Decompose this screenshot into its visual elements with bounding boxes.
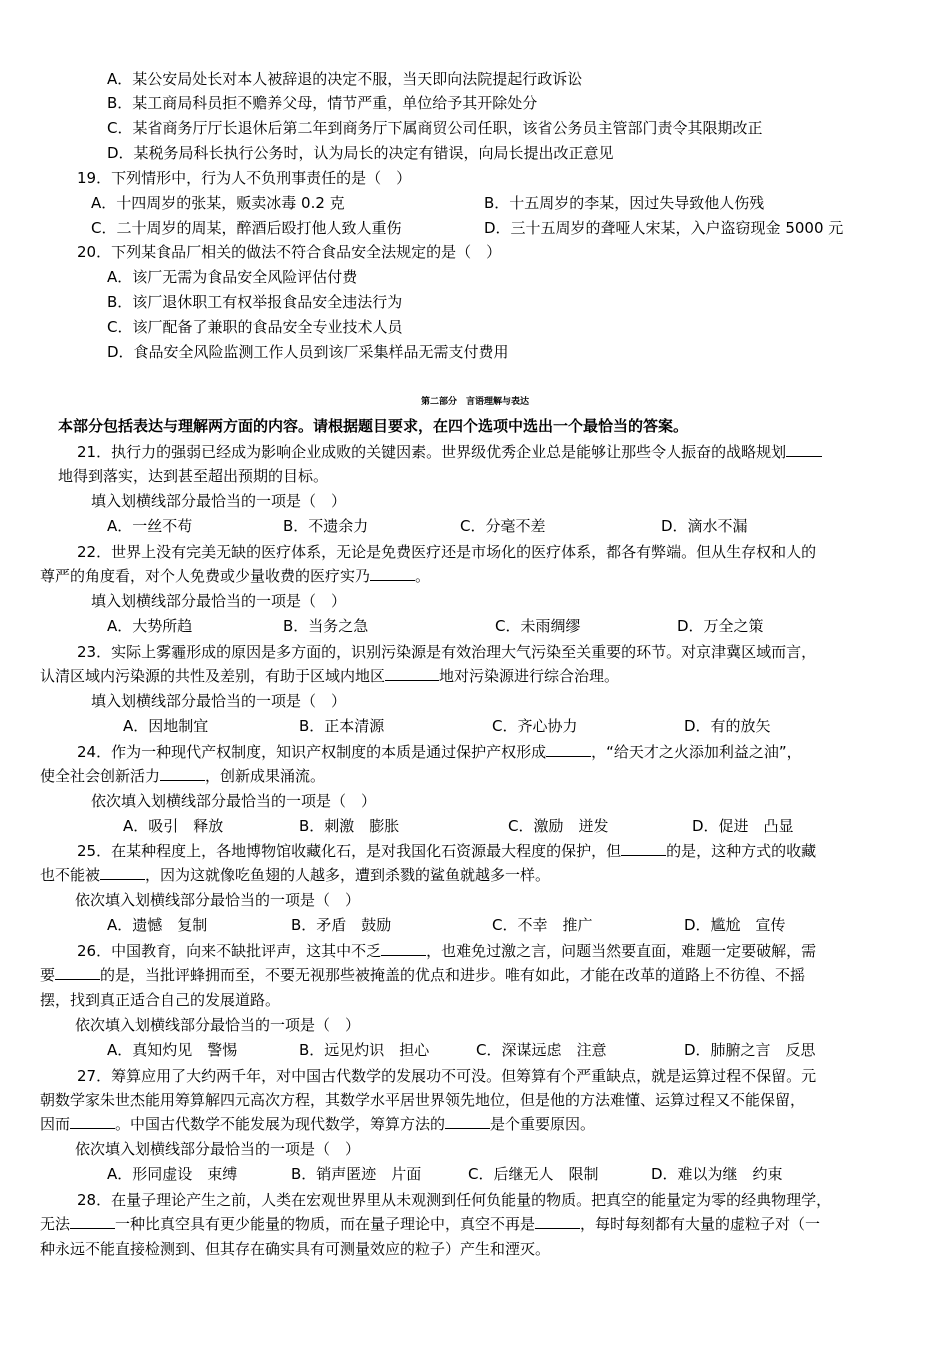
q19-option-b: B．十五周岁的李某，因过失导致他人伤残 xyxy=(484,194,765,212)
q21-option-d: D．滴水不漏 xyxy=(661,517,748,535)
q27-blank-2 xyxy=(445,1112,490,1129)
q19-option-a: A．十四周岁的张某，贩卖冰毒 0.2 克 xyxy=(91,194,345,212)
q18-option-d: D．某税务局科长执行公务时，认为局长的决定有错误，向局长提出改正意见 xyxy=(107,144,614,162)
q24-blank-2 xyxy=(160,764,205,781)
q23-prompt: 填入划横线部分最恰当的一项是（ ） xyxy=(91,692,347,710)
q21-prompt: 填入划横线部分最恰当的一项是（ ） xyxy=(91,492,347,510)
q25-option-d: D．尴尬 宣传 xyxy=(684,916,786,934)
q26-blank-1 xyxy=(381,939,426,956)
q23-stem-line2: 认清区域内污染源的共性及差别，有助于区域内地区 地对污染源进行综合治理。 xyxy=(40,664,619,688)
q24-option-c: C．激励 迸发 xyxy=(508,817,609,835)
q19-stem: 19．下列情形中，行为人不负刑事责任的是（ ） xyxy=(77,169,412,187)
q18-option-b: B．某工商局科员拒不赡养父母，情节严重，单位给予其开除处分 xyxy=(107,94,538,112)
q23-blank xyxy=(385,664,439,681)
q28-stem-line3: 种永远不能直接检测到、但其存在确实具有可测量效应的粒子）产生和湮灭。 xyxy=(40,1240,551,1258)
q24-prompt: 依次填入划横线部分最恰当的一项是（ ） xyxy=(91,792,377,810)
q20-option-c: C．该厂配备了兼职的食品安全专业技术人员 xyxy=(107,318,403,336)
q22-stem-line2: 尊严的角度看，对个人免费或少量收费的医疗实乃 。 xyxy=(40,564,430,588)
q23-option-a: A．因地制宜 xyxy=(123,717,209,735)
q27-prompt: 依次填入划横线部分最恰当的一项是（ ） xyxy=(75,1140,361,1158)
q20-option-d: D．食品安全风险监测工作人员到该厂采集样品无需支付费用 xyxy=(107,343,509,361)
q27-option-a: A．形同虚设 束缚 xyxy=(107,1165,238,1183)
q25-option-c: C．不幸 推广 xyxy=(492,916,593,934)
q28-stem-line2: 无法 一种比真空具有更少能量的物质，而在量子理论中，真空不再是 ，每时每刻都有大量的虚粒子对（一 xyxy=(40,1212,820,1236)
q27-option-c: C．后继无人 限制 xyxy=(468,1165,599,1183)
q22-option-b: B．当务之急 xyxy=(283,617,369,635)
q25-blank-1 xyxy=(621,839,666,856)
q18-option-c: C．某省商务厅厅长退休后第二年到商务厅下属商贸公司任职，该省公务员主管部门责令其限期改正 xyxy=(107,119,763,137)
q27-stem-line3: 因而 。中国古代数学不能发展为现代数学，筹算方法的 是个重要原因。 xyxy=(40,1112,595,1136)
q25-option-a: A．遗憾 复制 xyxy=(107,916,208,934)
q20-option-b: B．该厂退休职工有权举报食品安全违法行为 xyxy=(107,293,403,311)
q23-option-c: C．齐心协力 xyxy=(492,717,578,735)
part2-intro: 本部分包括表达与理解两方面的内容。请根据题目要求，在四个选项中选出一个最恰当的答案。 xyxy=(58,417,689,435)
q25-prompt: 依次填入划横线部分最恰当的一项是（ ） xyxy=(75,891,361,909)
q23-option-d: D．有的放矢 xyxy=(684,717,771,735)
q19-option-c: C．二十周岁的周某，醉酒后殴打他人致人重伤 xyxy=(91,219,402,237)
q27-stem-line1: 27．筹算应用了大约两千年，对中国古代数学的发展功不可没。但筹算有个严重缺点，就是运算过程不保留。元 xyxy=(77,1067,817,1085)
q26-option-c: C．深谋远虑 注意 xyxy=(476,1041,607,1059)
q25-stem-line1: 25．在某种程度上，各地博物馆收藏化石，是对我国化石资源最大程度的保护，但 的是，这种方式的收藏 xyxy=(77,839,816,863)
part2-title: 第二部分 言语理解与表达 xyxy=(420,397,529,407)
q21-option-b: B．不遗余力 xyxy=(283,517,369,535)
q25-blank-2 xyxy=(100,863,145,880)
q24-blank-1 xyxy=(546,740,591,757)
q27-stem-line2: 朝数学家朱世杰能用筹算解四元高次方程，其数学水平居世界领先地位，但是他的方法难懂、运算过程又不能保留， xyxy=(40,1091,806,1109)
q26-stem-line3: 摆，找到真正适合自己的发展道路。 xyxy=(40,991,281,1009)
q26-prompt: 依次填入划横线部分最恰当的一项是（ ） xyxy=(75,1016,361,1034)
q26-stem-line2: 要 的是，当批评蜂拥而至，不要无视那些被掩盖的优点和进步。唯有如此，才能在改革的道路上不彷徨、不摇 xyxy=(40,963,805,987)
q21-stem-line1: 21．执行力的强弱已经成为影响企业成败的关键因素。世界级优秀企业总是能够让那些令人振奋的战略规划 xyxy=(77,440,822,464)
q26-option-b: B．远见灼识 担心 xyxy=(299,1041,430,1059)
q19-option-d: D．三十五周岁的聋哑人宋某，入户盗窃现金 5000 元 xyxy=(484,219,844,237)
q21-option-a: A．一丝不苟 xyxy=(107,517,193,535)
q24-stem-line1: 24．作为一种现代产权制度，知识产权制度的本质是通过保护产权形成 ，“给天才之火添加利益之油”， xyxy=(77,740,802,764)
q27-blank-1 xyxy=(70,1112,115,1129)
q22-blank xyxy=(370,564,415,581)
q27-option-d: D．难以为继 约束 xyxy=(651,1165,783,1183)
q22-option-d: D．万全之策 xyxy=(677,617,764,635)
q25-stem-line2: 也不能被 ，因为这就像吃鱼翅的人越多，遭到杀戮的鲨鱼就越多一样。 xyxy=(40,863,550,887)
q22-stem-line1: 22．世界上没有完美无缺的医疗体系，无论是免费医疗还是市场化的医疗体系，都各有弊端。但从生存权和人的 xyxy=(77,543,817,561)
q23-option-b: B．正本清源 xyxy=(299,717,385,735)
q26-option-a: A．真知灼见 警惕 xyxy=(107,1041,238,1059)
q24-option-d: D．促进 凸显 xyxy=(692,817,794,835)
q26-blank-2 xyxy=(55,963,100,980)
q22-option-a: A．大势所趋 xyxy=(107,617,193,635)
q23-stem-line1: 23．实际上雾霾形成的原因是多方面的，识别污染源是有效治理大气污染至关重要的环节。对京津冀区域而言， xyxy=(77,643,817,661)
q22-prompt: 填入划横线部分最恰当的一项是（ ） xyxy=(91,592,347,610)
q18-option-a: A．某公安局处长对本人被辞退的决定不服，当天即向法院提起行政诉讼 xyxy=(107,70,583,88)
q21-stem-line2: 地得到落实，达到甚至超出预期的目标。 xyxy=(58,467,329,485)
q20-option-a: A．该厂无需为食品安全风险评估付费 xyxy=(107,268,358,286)
q24-option-b: B．刺激 膨胀 xyxy=(299,817,400,835)
q24-option-a: A．吸引 释放 xyxy=(123,817,224,835)
q28-stem-line1: 28．在量子理论产生之前，人类在宏观世界里从未观测到任何负能量的物质。把真空的能量定为零的经典物理学， xyxy=(77,1191,832,1209)
q26-option-d: D．肺腑之言 反思 xyxy=(684,1041,816,1059)
q21-option-c: C．分毫不差 xyxy=(460,517,546,535)
q20-stem: 20．下列某食品厂相关的做法不符合食品安全法规定的是（ ） xyxy=(77,243,502,261)
q26-stem-line1: 26．中国教育，向来不缺批评声，这其中不乏 ，也难免过激之言，问题当然要直面，难题一定要破解，需 xyxy=(77,939,816,963)
q24-stem-line2: 使全社会创新活力 ，创新成果涌流。 xyxy=(40,764,325,788)
q22-option-c: C．未雨绸缪 xyxy=(495,617,581,635)
q27-option-b: B．销声匿迹 片面 xyxy=(291,1165,422,1183)
q21-blank xyxy=(786,440,822,457)
q25-option-b: B．矛盾 鼓励 xyxy=(291,916,392,934)
q28-blank-1 xyxy=(70,1212,115,1229)
q28-blank-2 xyxy=(535,1212,580,1229)
